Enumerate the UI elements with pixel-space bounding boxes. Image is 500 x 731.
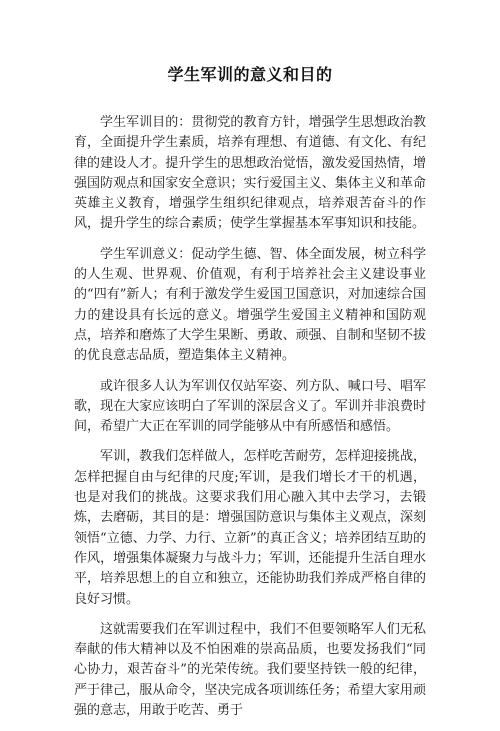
paragraph-expectations: 这就需要我们在军训过程中，我们不但要领略军人们无私奉献的伟大精神以及不怕困难的崇高品质，也要发扬我们“同心协力，艰苦奋斗”的光荣传统。我们要坚持铁一般的纪律，严于律己，服从命令，坚决完成各项训练任务；希望大家用顽强的意志，用敢于吃苦、勇于 [74, 621, 426, 719]
document-title: 学生军训的意义和目的 [167, 65, 333, 84]
paragraph-what-training-teaches: 军训，教我们怎样做人，怎样吃苦耐劳，怎样迎接挑战，怎样把握自由与纪律的尺度;军训，是我们增长才干的机遇，也是对我们的挑战。这要求我们用心融入其中去学习，去锻炼，去磨砺，其目的是：增强国防意识与集体主义观点，深刻领悟“立德、力学、力行、立新”的真正含义；培养团结互助的作风，增强集体凝聚力与战斗力；军训，还能提升生活自理水平，培养思想上的自立和独立，还能协助我们养成严格自律的良好习惯。 [74, 449, 426, 607]
paragraph-training-purpose: 学生军训目的：贯彻党的教育方针，增强学生思想政治教育，全面提升学生素质，培养有理想、有道德、有文化、有纪律的建设人才。提升学生的思想政治觉悟，激发爱国热情，增强国防观点和国家安全意识；实行爱国主义、集体主义和革命英雄主义教育，增强学生组织纪律观点，培养艰苦奋斗的作风，提升学生的综合素质；使学生掌握基本军事知识和技能。 [74, 115, 426, 232]
paragraph-deeper-meaning: 或许很多人认为军训仅仅站军姿、列方队、喊口号、唱军歌，现在大家应该明白了军训的深层含义了。军训并非浪费时间，希望广大正在军训的同学能够从中有所感悟和感悟。 [74, 378, 426, 435]
paragraph-training-significance: 学生军训意义：促动学生德、智、体全面发展，树立科学的人生观、世界观、价值观，有利于培养社会主义建设事业的“四有”新人；有利于激发学生爱国卫国意识，对加速综合国力的建设具有长远的意义。增强学生爱国主义精神和国防观点，培养和磨炼了大学生果断、勇敢、顽强、自制和坚韧不拔的优良意志品质，塑造集体主义精神。 [74, 246, 426, 364]
document-body [74, 113, 426, 731]
